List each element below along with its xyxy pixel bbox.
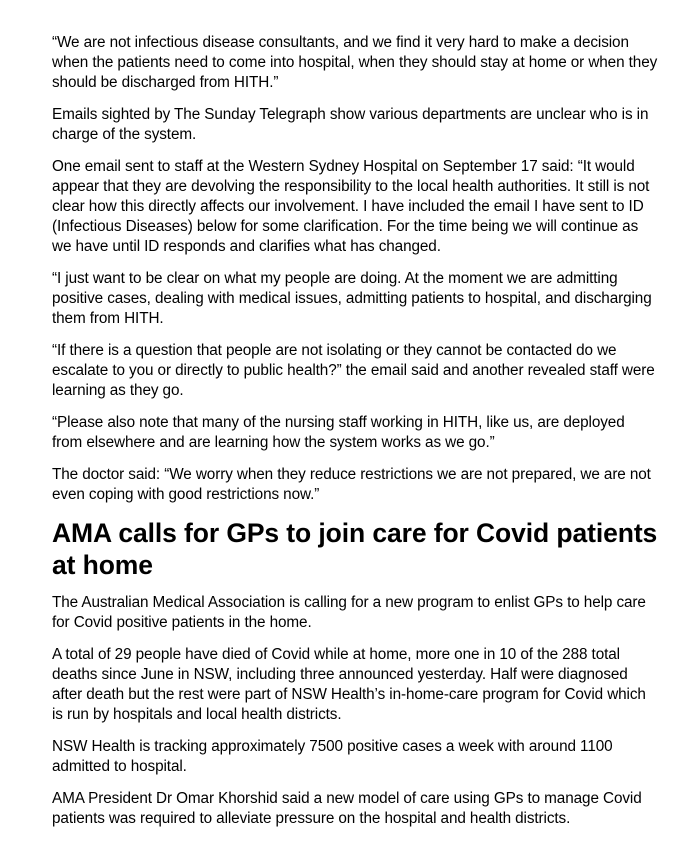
- paragraph: The doctor said: “We worry when they reduce restrictions we are not prepared, we are not even coping with good restrictions now.”: [52, 466, 651, 503]
- paragraph: Emails sighted by The Sunday Telegraph show various departments are unclear who is in charge of the system.: [52, 106, 649, 143]
- paragraph: “Please also note that many of the nursing staff working in HITH, like us, are deployed from elsewhere and are learning how the system works as we go.”: [52, 414, 625, 451]
- paragraph: “We are not infectious disease consultants, and we find it very hard to make a decision when the patients need to come into hospital, when they should stay at home or when they should be discharged from HITH.”: [52, 34, 658, 91]
- paragraph: “I just want to be clear on what my people are doing. At the moment we are admitting positive cases, dealing with medical issues, admitting patients to hospital, and discharging them from HITH.: [52, 270, 652, 327]
- article-body: [52, 33, 658, 841]
- paragraph: NSW Health is tracking approximately 7500 positive cases a week with around 1100 admitted to hospital.: [52, 738, 613, 775]
- paragraph: One email sent to staff at the Western Sydney Hospital on September 17 said: “It would appear that they are devolving the responsibility to the local health authorities. It still is not clear how this directly affects our involvement. I have included the email I have sent to ID (Infectious Diseases) below for some clarification. For the time being we will continue as we have until ID responds and clarifies what has changed.: [52, 158, 650, 255]
- paragraph: The Australian Medical Association is calling for a new program to enlist GPs to help care for Covid positive patients in the home.: [52, 594, 646, 631]
- paragraph: “If there is a question that people are not isolating or they cannot be contacted do we escalate to you or directly to public health?” the email said and another revealed staff were learning as they go.: [52, 342, 655, 399]
- paragraph: AMA President Dr Omar Khorshid said a new model of care using GPs to manage Covid patients was required to alleviate pressure on the hospital and health districts.: [52, 790, 642, 827]
- paragraph: A total of 29 people have died of Covid while at home, more one in 10 of the 288 total deaths since June in NSW, including three announced yesterday. Half were diagnosed after death but the rest were part of NSW Health’s in-home-care program for Covid which is run by hospitals and local health districts.: [52, 646, 646, 723]
- section-heading: AMA calls for GPs to join care for Covid patients at home: [52, 518, 658, 580]
